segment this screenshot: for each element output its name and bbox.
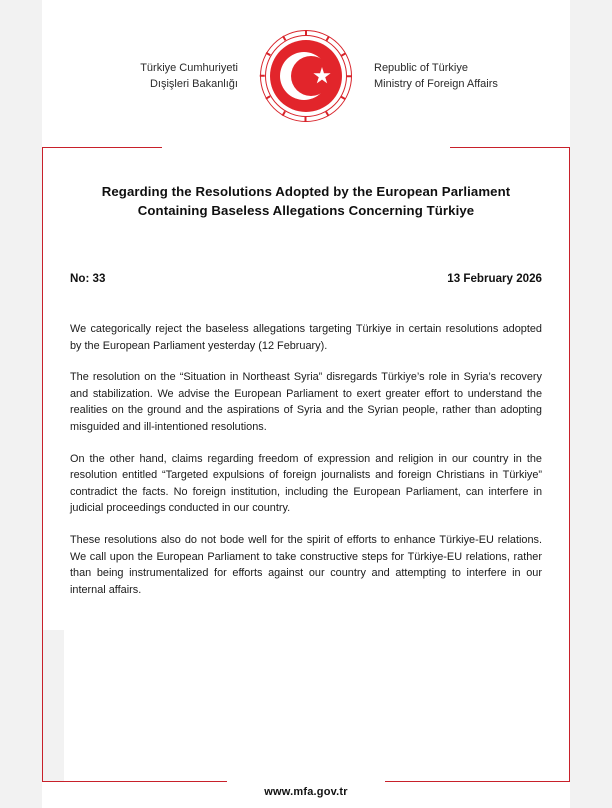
page-edge-notch — [42, 630, 64, 782]
page-title-line1: Regarding the Resolutions Adopted by the European Parliament — [101, 184, 511, 199]
letterhead — [0, 22, 612, 130]
paragraph: On the other hand, claims regarding freedom of expression and religion in our country in the resolution entitled “Targeted expulsions of foreign journalists and foreign Christians in Türkiye” contradict the facts. No foreign institution, including the European Parliament, can interfere in judicial proceedings conducted in our country. — [70, 452, 542, 515]
frame-rule-right — [569, 147, 570, 782]
frame-rule-bottom-right — [385, 781, 570, 782]
turkish-coat-of-arms-icon — [260, 30, 352, 122]
ministry-name-english-line2: Ministry of Foreign Affairs — [374, 78, 498, 90]
frame-rule-top-right — [450, 147, 570, 148]
emblem-tick — [347, 75, 352, 77]
document-body — [70, 170, 542, 598]
page-title — [70, 182, 542, 220]
emblem-tick — [260, 75, 265, 77]
ministry-name-english — [374, 60, 514, 92]
ministry-name-turkish-line2: Dışişleri Bakanlığı — [149, 78, 238, 90]
document-date: 13 February 2026 — [447, 272, 542, 285]
ministry-name-turkish — [98, 60, 238, 92]
paragraph: We categorically reject the baseless allegations targeting Türkiye in certain resolutions adopted by the European Parliament yesterday (12 February). — [70, 323, 542, 352]
document-paragraphs — [70, 321, 542, 598]
ministry-name-turkish-line1: Türkiye Cumhuriyeti — [140, 62, 238, 74]
paragraph: The resolution on the “Situation in Northeast Syria” disregards Türkiye’s role in Syria’s recovery and stabilization. We advise the European Parliament to exert greater effort to understand the realities on the ground and the aspirations of Syria and the Syrian people, rather than adopting misguided and ill-intentioned resolutions. — [70, 371, 542, 433]
letterhead-inner — [98, 30, 514, 122]
ministry-name-english-line1: Republic of Türkiye — [374, 62, 468, 74]
document-meta — [70, 272, 542, 285]
page-title-line2: Containing Baseless Allegations Concerning Türkiye — [137, 203, 475, 218]
emblem-tick — [305, 30, 307, 35]
document-number: No: 33 — [70, 272, 106, 285]
paragraph: These resolutions also do not bode well for the spirit of efforts to enhance Türkiye-EU relations. We call upon the European Parliament to take constructive steps for Türkiye-EU relations, rather than being instrumentalized for efforts against our country and attempting to interfere in our internal affairs. — [70, 533, 542, 596]
frame-rule-bottom-left — [42, 781, 227, 782]
frame-rule-top-left — [42, 147, 162, 148]
footer-website: www.mfa.gov.tr — [264, 786, 348, 798]
frame-rule-notch-left — [42, 630, 43, 782]
